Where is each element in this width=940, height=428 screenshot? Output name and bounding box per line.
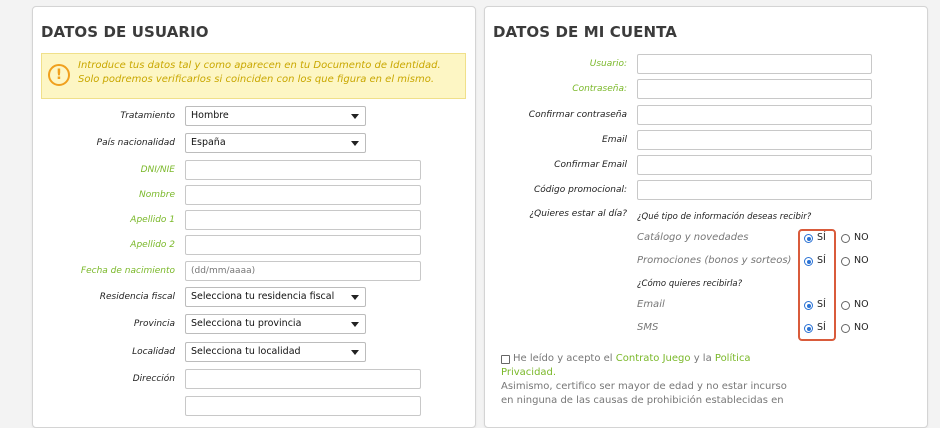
terms-line2: Asimismo, certifico ser mayor de edad y no estar incurso	[501, 381, 787, 392]
promociones-si-label: SÍ	[817, 255, 826, 266]
email-si-radio[interactable]	[804, 301, 813, 310]
sms-si-label: SÍ	[817, 322, 826, 333]
how-receive-question: ¿Cómo quieres recibirla?	[637, 279, 743, 289]
confirmar-email-label: Confirmar Email	[554, 160, 627, 170]
apellido2-input[interactable]	[185, 235, 421, 255]
exclamation-icon: !	[48, 64, 70, 86]
catalogo-no-radio[interactable]	[841, 234, 850, 243]
email-no-radio[interactable]	[841, 301, 850, 310]
stay-updated-label: ¿Quieres estar al día?	[529, 209, 627, 219]
direccion-input[interactable]	[185, 369, 421, 389]
chevron-down-icon	[351, 295, 359, 300]
apellido2-label: Apellido 2	[130, 240, 175, 250]
residencia-fiscal-select[interactable]	[185, 287, 366, 307]
fecha-nacimiento-label: Fecha de nacimiento	[80, 266, 175, 276]
provincia-value: Selecciona tu provincia	[191, 318, 302, 329]
identity-notice	[41, 53, 466, 99]
residencia-fiscal-label: Residencia fiscal	[99, 292, 175, 302]
identity-notice-text: Introduce tus datos tal y como aparecen en tu Documento de Identidad. Solo podremos verificarlos si coinciden con los que figura en el mismo.	[78, 60, 441, 85]
localidad-label: Localidad	[132, 347, 175, 357]
dni-input[interactable]	[185, 160, 421, 180]
localidad-select[interactable]	[185, 342, 366, 362]
privacidad-link[interactable]: Privacidad.	[501, 367, 557, 378]
account-data-title: DATOS DE MI CUENTA	[493, 23, 678, 41]
chevron-down-icon	[351, 350, 359, 355]
email-label: Email	[602, 135, 627, 145]
direccion-extra-input[interactable]	[185, 396, 421, 416]
terms-line1	[513, 352, 751, 366]
catalogo-option-label: Catálogo y novedades	[637, 232, 749, 243]
pais-label: País nacionalidad	[96, 138, 175, 148]
email-no-label: NO	[854, 299, 869, 310]
direccion-label: Dirección	[132, 374, 175, 384]
sms-option-label: SMS	[637, 322, 659, 333]
tratamiento-select[interactable]	[185, 106, 366, 126]
tratamiento-value: Hombre	[191, 110, 229, 121]
promociones-no-radio[interactable]	[841, 257, 850, 266]
sms-si-radio[interactable]	[804, 324, 813, 333]
pais-value: España	[191, 137, 226, 148]
info-type-question: ¿Qué tipo de información deseas recibir?	[637, 212, 812, 222]
fecha-nacimiento-input[interactable]: (dd/mm/aaaa)	[185, 261, 421, 281]
tratamiento-label: Tratamiento	[120, 111, 175, 121]
politica-link[interactable]: Política	[714, 353, 751, 364]
chevron-down-icon	[351, 322, 359, 327]
provincia-label: Provincia	[133, 319, 175, 329]
terms-middle: y la	[693, 353, 712, 364]
usuario-label: Usuario:	[589, 59, 627, 69]
apellido1-label: Apellido 1	[130, 215, 175, 225]
email-si-label: SÍ	[817, 299, 826, 310]
confirmar-contrasena-input[interactable]	[637, 105, 872, 125]
apellido1-input[interactable]	[185, 210, 421, 230]
account-data-panel	[484, 6, 928, 428]
email-input[interactable]	[637, 130, 872, 150]
contrato-juego-link[interactable]: Contrato Juego	[615, 353, 691, 364]
localidad-value: Selecciona tu localidad	[191, 346, 301, 357]
nombre-label: Nombre	[139, 190, 175, 200]
confirmar-email-input[interactable]	[637, 155, 872, 175]
promociones-si-radio[interactable]	[804, 257, 813, 266]
nombre-input[interactable]	[185, 185, 421, 205]
user-data-title: DATOS DE USUARIO	[41, 23, 209, 41]
catalogo-no-label: NO	[854, 232, 869, 243]
chevron-down-icon	[351, 141, 359, 146]
email-option-label: Email	[637, 299, 665, 310]
catalogo-si-label: SÍ	[817, 232, 826, 243]
promociones-no-label: NO	[854, 255, 869, 266]
promociones-option-label: Promociones (bonos y sorteos)	[637, 255, 792, 266]
user-data-panel	[32, 6, 476, 428]
chevron-down-icon	[351, 114, 359, 119]
residencia-fiscal-value: Selecciona tu residencia fiscal	[191, 291, 335, 302]
confirmar-contrasena-label: Confirmar contraseña	[528, 110, 627, 120]
usuario-input[interactable]	[637, 54, 872, 74]
catalogo-si-radio[interactable]	[804, 234, 813, 243]
dni-label: DNI/NIE	[140, 165, 175, 175]
contrasena-input[interactable]	[637, 79, 872, 99]
pais-select[interactable]	[185, 133, 366, 153]
sms-no-label: NO	[854, 322, 869, 333]
terms-checkbox[interactable]	[501, 355, 510, 364]
codigo-promocional-input[interactable]	[637, 180, 872, 200]
codigo-promocional-label: Código promocional:	[534, 185, 627, 195]
terms-prefix: He leído y acepto el	[513, 353, 613, 364]
contrasena-label: Contraseña:	[572, 84, 627, 94]
terms-line3: en ninguna de las causas de prohibición establecidas en	[501, 395, 784, 406]
sms-no-radio[interactable]	[841, 324, 850, 333]
provincia-select[interactable]	[185, 314, 366, 334]
